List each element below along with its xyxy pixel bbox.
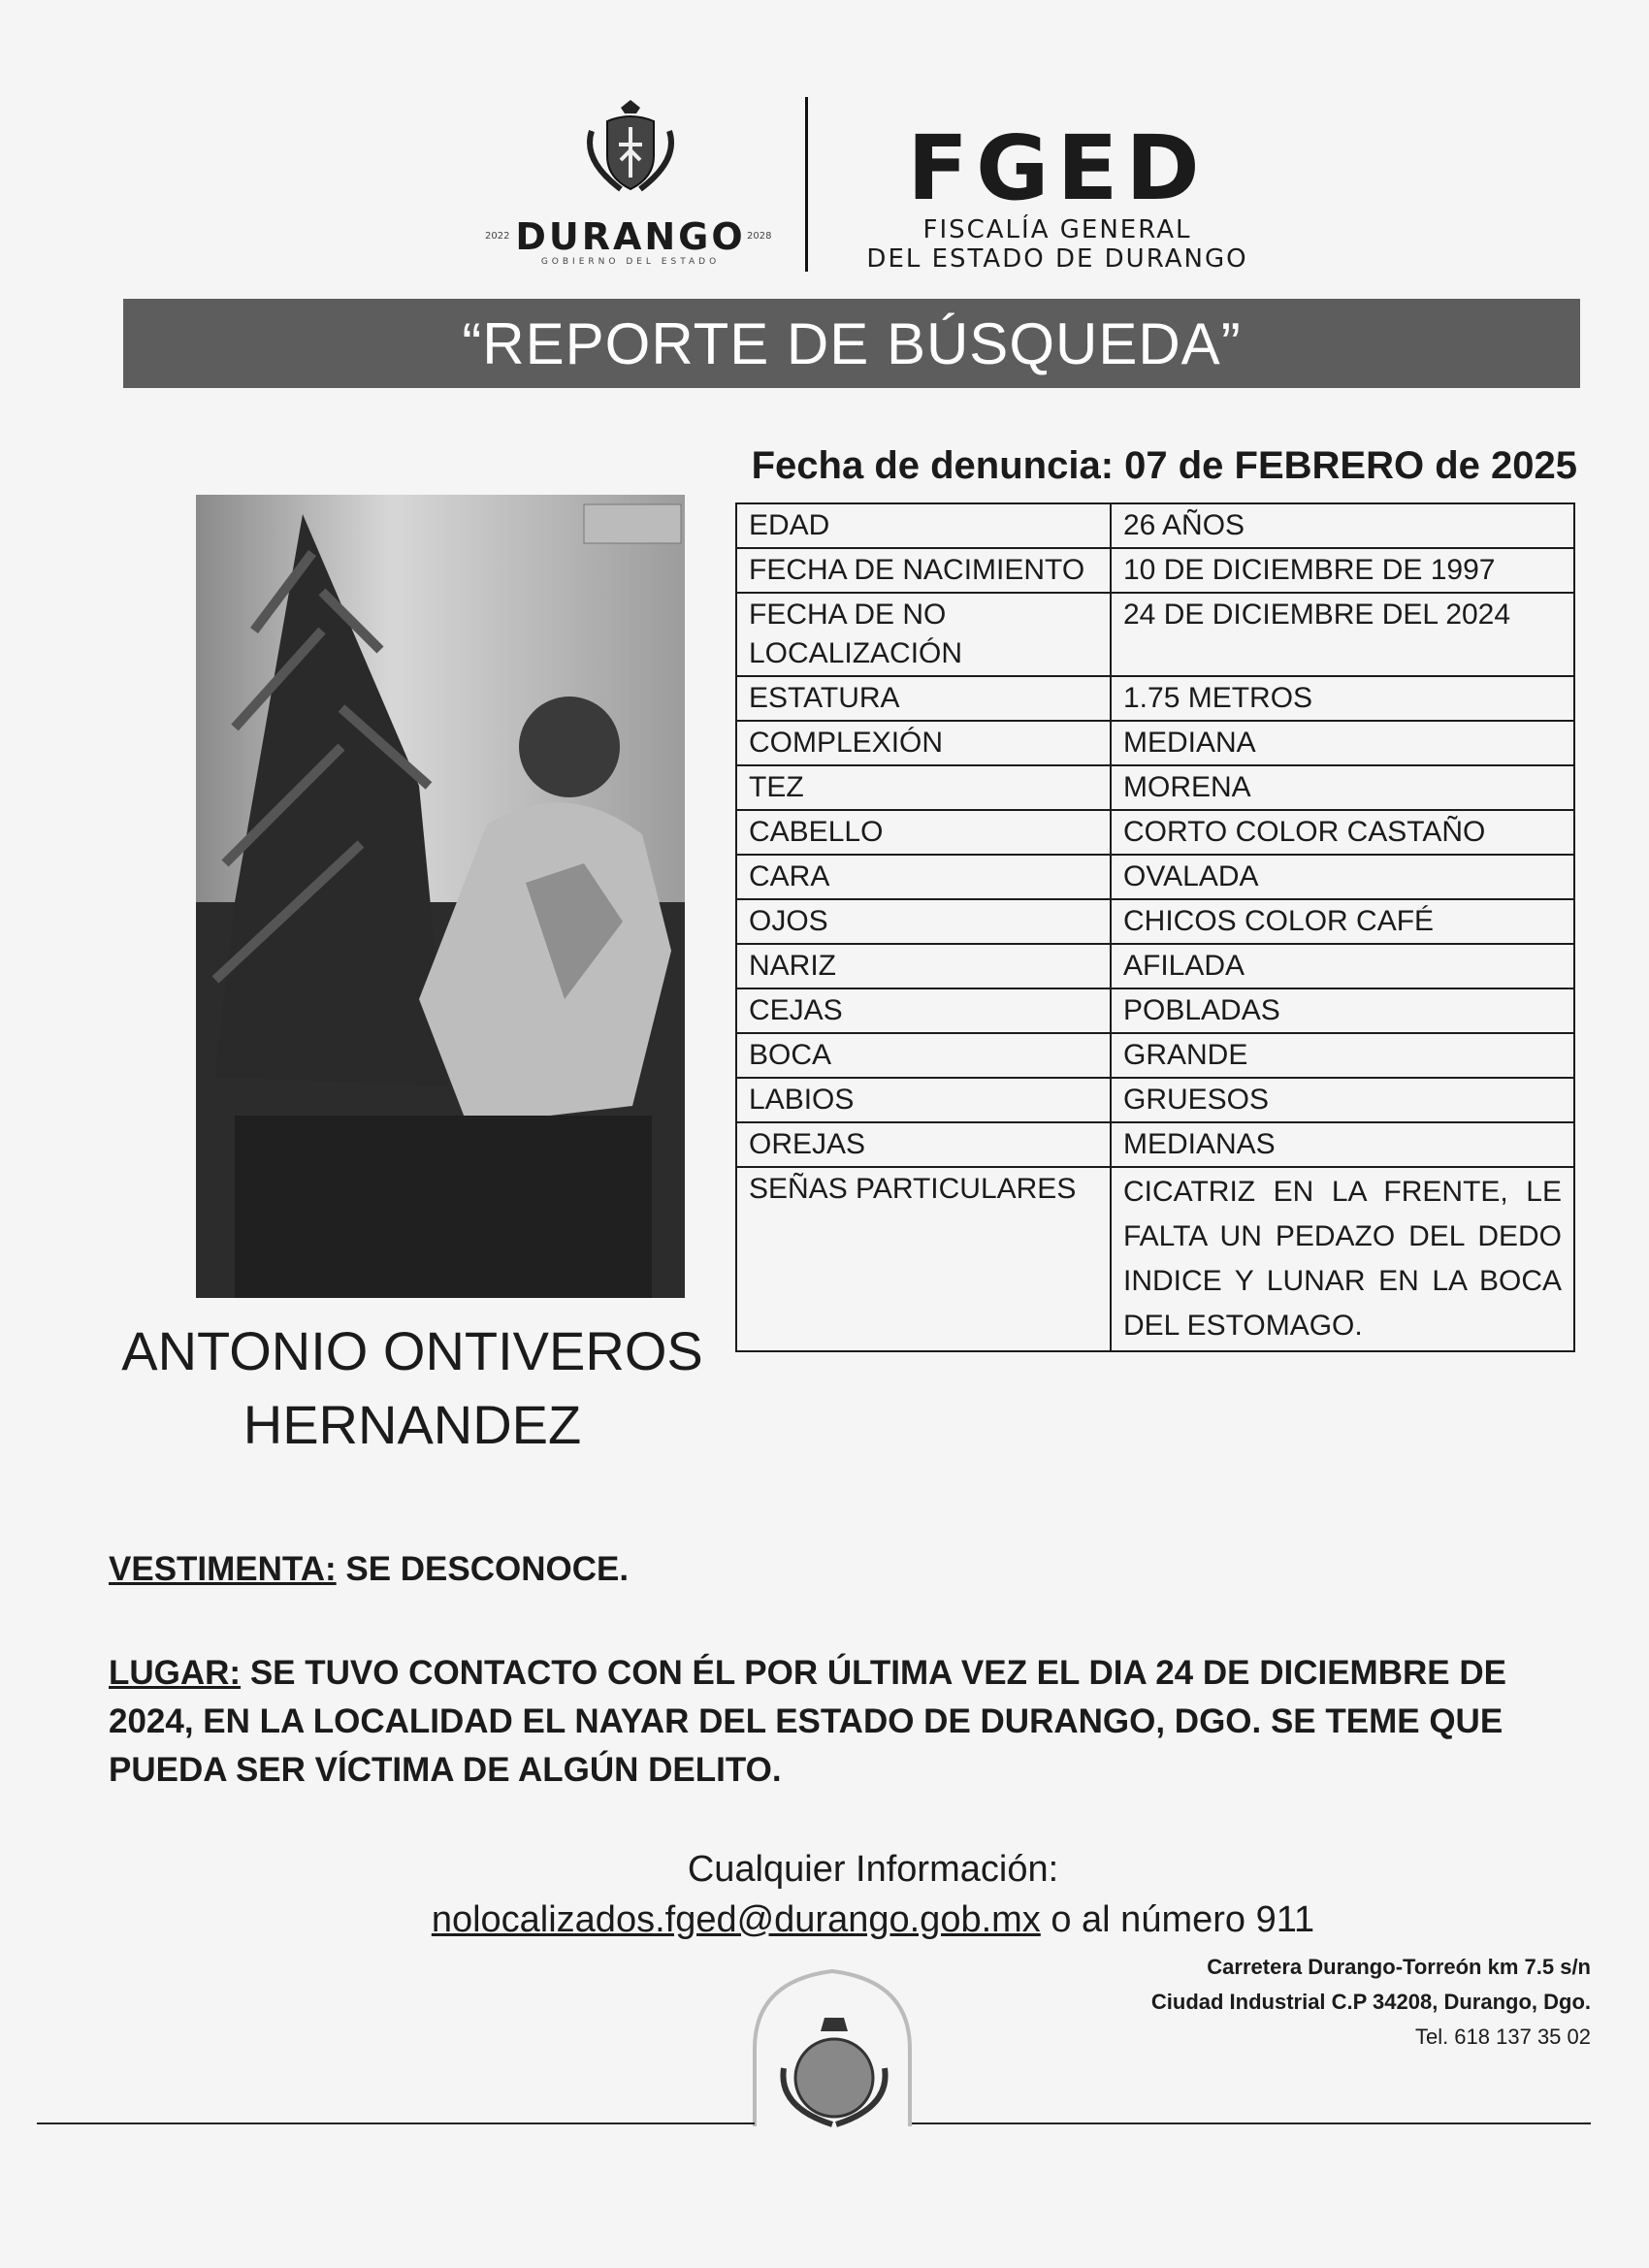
detail-value: 10 DE DICIEMBRE DE 1997: [1111, 548, 1574, 593]
person-name-line2: HERNANDEZ: [242, 1394, 582, 1455]
person-name-line1: ANTONIO ONTIVEROS: [121, 1320, 703, 1381]
detail-value: 1.75 METROS: [1111, 676, 1574, 721]
agency-name-line2: DEL ESTADO DE DURANGO: [866, 244, 1248, 274]
detail-label: CEJAS: [736, 988, 1111, 1033]
location-value: SE TUVO CONTACTO CON ÉL POR ÚLTIMA VEZ EL DIA 24 DE DICIEMBRE DE 2024, EN LA LOCALIDAD EL NAYAR DEL ESTADO DE DURANGO, DGO. SE TEME QUE PUEDA SER VÍCTIMA DE ALGÚN DELITO.: [109, 1654, 1506, 1789]
detail-value: AFILADA: [1111, 944, 1574, 988]
detail-label: FECHA DE NO LOCALIZACIÓN: [736, 593, 1111, 676]
contact-heading: Cualquier Información:: [687, 1849, 1059, 1890]
location-label: LUGAR:: [109, 1654, 242, 1692]
table-row: [736, 503, 1574, 548]
clothing-paragraph: [109, 1550, 1564, 1589]
footer-line-left: [37, 2122, 755, 2124]
table-row: [736, 1122, 1574, 1167]
table-row: [736, 765, 1574, 810]
detail-value: 24 DE DICIEMBRE DEL 2024: [1111, 593, 1574, 676]
detail-label: CARA: [736, 855, 1111, 899]
detail-value: CICATRIZ EN LA FRENTE, LE FALTA UN PEDAZO DEL DEDO INDICE Y LUNAR EN LA BOCA DEL ESTOMAGO.: [1111, 1167, 1574, 1351]
contact-phone: o al número 911: [1040, 1899, 1315, 1940]
state-seal: [745, 1961, 920, 2136]
detail-label: SEÑAS PARTICULARES: [736, 1167, 1111, 1351]
table-row: [736, 988, 1574, 1033]
detail-label: OJOS: [736, 899, 1111, 944]
detail-value: MEDIANAS: [1111, 1122, 1574, 1167]
table-row: [736, 548, 1574, 593]
table-row: [736, 721, 1574, 765]
table-row: [736, 593, 1574, 676]
address-phone: Tel. 618 137 35 02: [1414, 2025, 1591, 2049]
detail-value: 26 AÑOS: [1111, 503, 1574, 548]
address-block: [1048, 1950, 1591, 2055]
table-row: [736, 1167, 1574, 1351]
address-line2: Ciudad Industrial C.P 34208, Durango, Dgo.: [1150, 1990, 1591, 2014]
table-row: [736, 676, 1574, 721]
gov-year-left: 2022: [485, 231, 510, 242]
location-paragraph: [109, 1649, 1564, 1795]
detail-value: MORENA: [1111, 765, 1574, 810]
detail-value: GRANDE: [1111, 1033, 1574, 1078]
table-row: [736, 855, 1574, 899]
detail-label: OREJAS: [736, 1122, 1111, 1167]
report-date-value: 07 de FEBRERO de 2025: [1124, 444, 1577, 487]
report-date: [704, 444, 1577, 488]
details-table: [735, 502, 1575, 1352]
agency-name-line1: FISCALÍA GENERAL: [922, 215, 1192, 244]
address-line1: Carretera Durango-Torreón km 7.5 s/n: [1207, 1955, 1591, 1979]
detail-label: LABIOS: [736, 1078, 1111, 1122]
contact-email-link[interactable]: nolocalizados.fged@durango.gob.mx: [431, 1899, 1041, 1940]
detail-label: NARIZ: [736, 944, 1111, 988]
gov-year-right: 2028: [747, 231, 772, 242]
agency-acronym: FGED: [907, 116, 1208, 220]
detail-value: POBLADAS: [1111, 988, 1574, 1033]
state-seal-icon: [745, 1961, 920, 2136]
footer-line-right: [912, 2122, 1591, 2124]
detail-value: CHICOS COLOR CAFÉ: [1111, 899, 1574, 944]
detail-label: BOCA: [736, 1033, 1111, 1078]
durango-crest-icon: [572, 92, 689, 199]
table-row: [736, 899, 1574, 944]
detail-label: TEZ: [736, 765, 1111, 810]
gov-subtitle: GOBIERNO DEL ESTADO: [540, 257, 721, 267]
header-divider: [805, 97, 808, 272]
contact-line: [291, 1899, 1455, 1941]
person-photo-image: [196, 495, 685, 1298]
detail-label: EDAD: [736, 503, 1111, 548]
clothing-value: SE DESCONOCE.: [336, 1550, 630, 1588]
clothing-label: VESTIMENTA:: [109, 1550, 337, 1588]
person-photo: [196, 495, 685, 1298]
gov-name: DURANGO: [515, 215, 746, 258]
report-title: “REPORTE DE BÚSQUEDA”: [462, 311, 1242, 376]
person-name: [107, 1314, 718, 1462]
detail-label: FECHA DE NACIMIENTO: [736, 548, 1111, 593]
detail-value: GRUESOS: [1111, 1078, 1574, 1122]
table-row: [736, 810, 1574, 855]
detail-value: MEDIANA: [1111, 721, 1574, 765]
detail-value: CORTO COLOR CASTAÑO: [1111, 810, 1574, 855]
report-date-label: Fecha de denuncia:: [751, 444, 1115, 487]
table-row: [736, 1078, 1574, 1122]
table-row: [736, 1033, 1574, 1078]
table-row: [736, 944, 1574, 988]
detail-label: COMPLEXIÓN: [736, 721, 1111, 765]
detail-label: ESTATURA: [736, 676, 1111, 721]
detail-value: OVALADA: [1111, 855, 1574, 899]
detail-label: CABELLO: [736, 810, 1111, 855]
